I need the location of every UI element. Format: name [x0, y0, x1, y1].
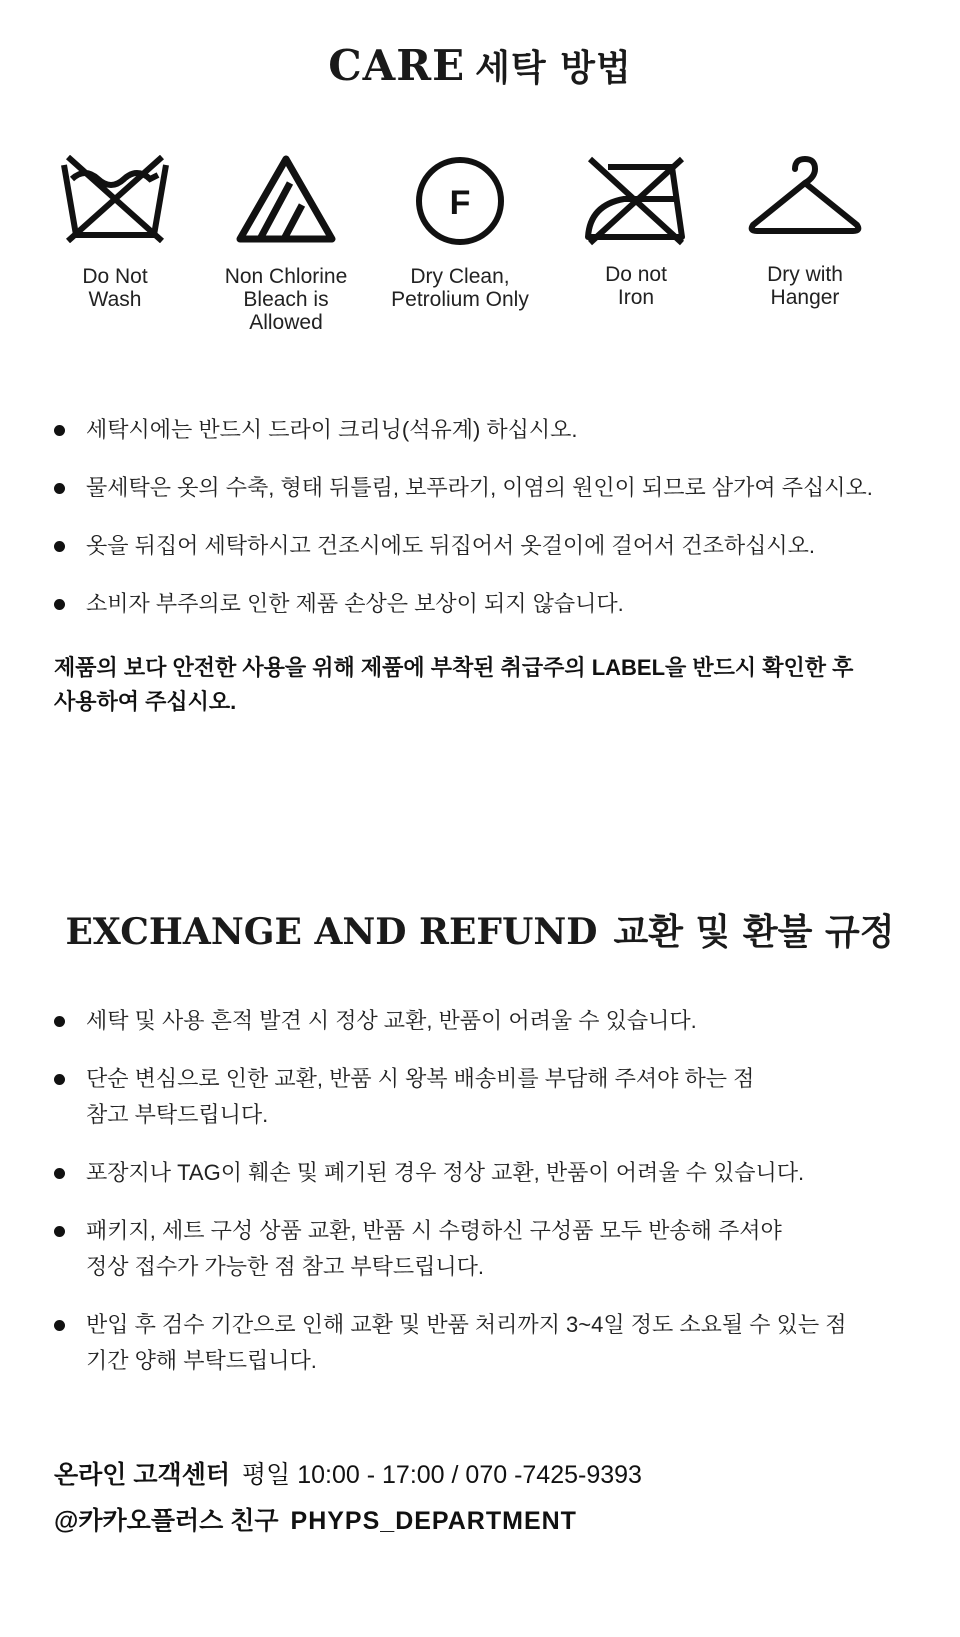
do-not-wash-icon — [60, 155, 170, 243]
exchange-heading — [0, 904, 960, 955]
care-label: Non Chlorine Bleach is Allowed — [224, 265, 348, 334]
bullet-icon — [54, 483, 65, 494]
care-item-hanger — [705, 155, 905, 309]
list-item-text: 세탁 및 사용 흔적 발견 시 정상 교환, 반품이 어려울 수 있습니다. — [86, 1008, 697, 1033]
list-item — [0, 1307, 930, 1379]
exchange-title-ko: 교환 및 환불 규정 — [613, 911, 895, 953]
care-label: Do Not Wash — [82, 265, 148, 311]
non-chlorine-bleach-icon — [236, 155, 336, 243]
list-item-text: 반입 후 검수 기간으로 인해 교환 및 반품 처리까지 3~4일 정도 소요될 수 있는 점 기간 양해 부탁드립니다. — [86, 1312, 847, 1373]
list-item — [0, 1213, 930, 1285]
bullet-icon — [54, 425, 65, 436]
bullet-icon — [54, 1168, 65, 1179]
care-instructions-list — [0, 412, 930, 644]
list-item-text: 패키지, 세트 구성 상품 교환, 반품 시 수령하신 구성품 모두 반송해 주셔야 정상 접수가 가능한 점 참고 부탁드립니다. — [86, 1218, 782, 1279]
list-item — [0, 528, 930, 564]
care-item-non-chlorine-bleach — [186, 155, 386, 334]
bullet-icon — [54, 1016, 65, 1027]
list-item-text: 포장지나 TAG이 훼손 및 폐기된 경우 정상 교환, 반품이 어려울 수 있습니다. — [86, 1160, 805, 1185]
care-title-en: CARE — [328, 41, 466, 90]
list-item — [0, 412, 930, 448]
care-title-ko: 세탁 방법 — [475, 47, 632, 89]
care-icons — [0, 155, 960, 355]
customer-center — [54, 1455, 642, 1491]
hanger-icon — [747, 155, 863, 239]
care-item-do-not-wash — [15, 155, 215, 311]
list-item — [0, 1155, 930, 1191]
kakao-plus-friend — [54, 1501, 577, 1537]
bullet-icon — [54, 1074, 65, 1085]
dry-clean-letter: F — [449, 184, 471, 222]
customer-center-hours-phone: 평일 10:00 - 17:00 / 070 -7425-9393 — [242, 1461, 642, 1489]
care-heading — [0, 40, 960, 91]
exchange-policy-list — [0, 1003, 930, 1401]
list-item-text: 소비자 부주의로 인한 제품 손상은 보상이 되지 않습니다. — [86, 591, 624, 616]
list-item-text: 옷을 뒤집어 세탁하시고 건조시에도 뒤집어서 옷걸이에 걸어서 건조하십시오. — [86, 533, 815, 558]
care-label: Dry with Hanger — [767, 263, 843, 309]
exchange-title-en: EXCHANGE AND REFUND — [65, 911, 598, 953]
care-notice: 제품의 보다 안전한 사용을 위해 제품에 부착된 취급주의 LABEL을 반드시 확인한 후 사용하여 주십시오. — [54, 655, 854, 714]
kakao-label: @카카오플러스 친구 — [54, 1507, 279, 1535]
care-item-dry-clean — [360, 155, 560, 311]
list-item — [0, 1003, 930, 1039]
kakao-id: PHYPS_DEPARTMENT — [290, 1507, 577, 1535]
bullet-icon — [54, 599, 65, 610]
do-not-iron-icon — [584, 155, 688, 247]
list-item-text: 물세탁은 옷의 수축, 형태 뒤틀림, 보푸라기, 이염의 원인이 되므로 삼가여 주십시오. — [86, 475, 873, 500]
dry-clean-f-icon — [414, 155, 506, 247]
customer-center-label: 온라인 고객센터 — [54, 1461, 230, 1489]
list-item — [0, 1061, 930, 1133]
list-item-text: 단순 변심으로 인한 교환, 반품 시 왕복 배송비를 부담해 주셔야 하는 점 참고 부탁드립니다. — [86, 1066, 755, 1127]
care-label: Dry Clean, Petrolium Only — [391, 265, 529, 311]
care-label: Do not Iron — [605, 263, 667, 309]
list-item — [0, 470, 930, 506]
list-item-text: 세탁시에는 반드시 드라이 크리닝(석유계) 하십시오. — [86, 417, 578, 442]
bullet-icon — [54, 541, 65, 552]
list-item — [0, 586, 930, 622]
bullet-icon — [54, 1226, 65, 1237]
bullet-icon — [54, 1320, 65, 1331]
